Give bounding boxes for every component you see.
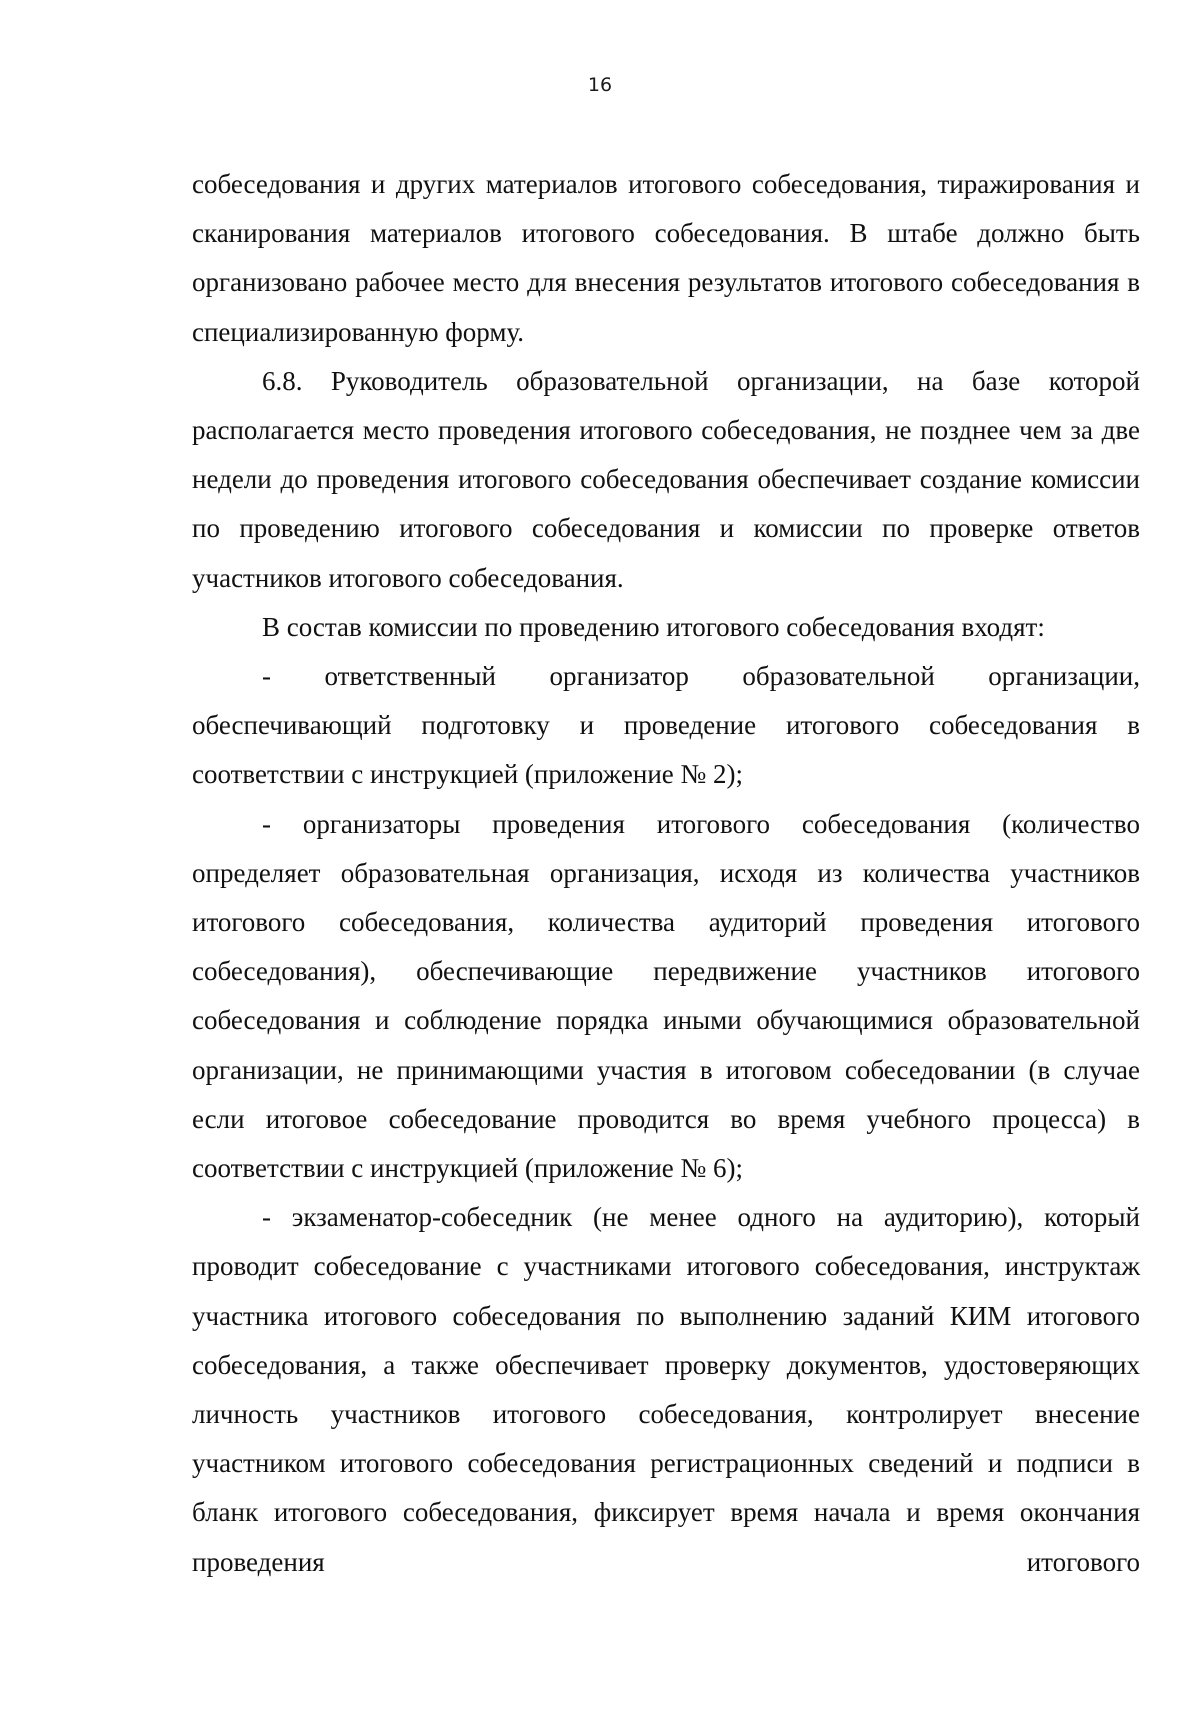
list-item-responsible-organizer: - ответственный организатор образовательной организации, обеспечивающий подготовку и проведение итогового собеседования в соответствии с инструкцией (приложение № 2); [192,661,1140,790]
document-body [192,160,1140,1587]
paragraph-section-6-8: 6.8. Руководитель образовательной организации, на базе которой располагается место проведения итогового собеседования, не позднее чем за две недели до проведения итогового собеседования обеспечивает создание комиссии по проведению итогового собеседования и комиссии по проверке ответов участников итогового собеседования. [192,365,1140,593]
paragraph-continuation: собеседования и других материалов итогового собеседования, тиражирования и сканирования материалов итогового собеседования. В штабе должно быть организовано рабочее место для внесения результатов итогового собеседования в специализированную форму. [192,169,1140,347]
list-item-organizers: - организаторы проведения итогового собеседования (количество определяет образовательная организация, исходя из количества участников итогового собеседования, количества аудиторий проведения итогового собеседования), обеспечивающие передвижение участников итогового собеседования и соблюдение порядка иными обучающимися образовательной организации, не принимающими участия в итоговом собеседовании (в случае если итоговое собеседование проводится во время учебного процесса) в соответствии с инструкцией (приложение № 6); [192,808,1140,1184]
list-item-examiner: - экзаменатор-собеседник (не менее одного на аудиторию), который проводит собеседование с участниками итогового собеседования, инструктаж участника итогового собеседования по выполнению заданий КИМ итогового собеседования, а также обеспечивает проверку документов, удостоверяющих личность участников итогового собеседования, контролирует внесение участником итогового собеседования регистрационных сведений и подписи в бланк итогового собеседования, фиксирует время начала и время окончания проведения итогового [192,1202,1140,1577]
paragraph-commission-intro: В состав комиссии по проведению итогового собеседования входят: [262,611,1045,642]
page-number: 16 [587,74,613,96]
